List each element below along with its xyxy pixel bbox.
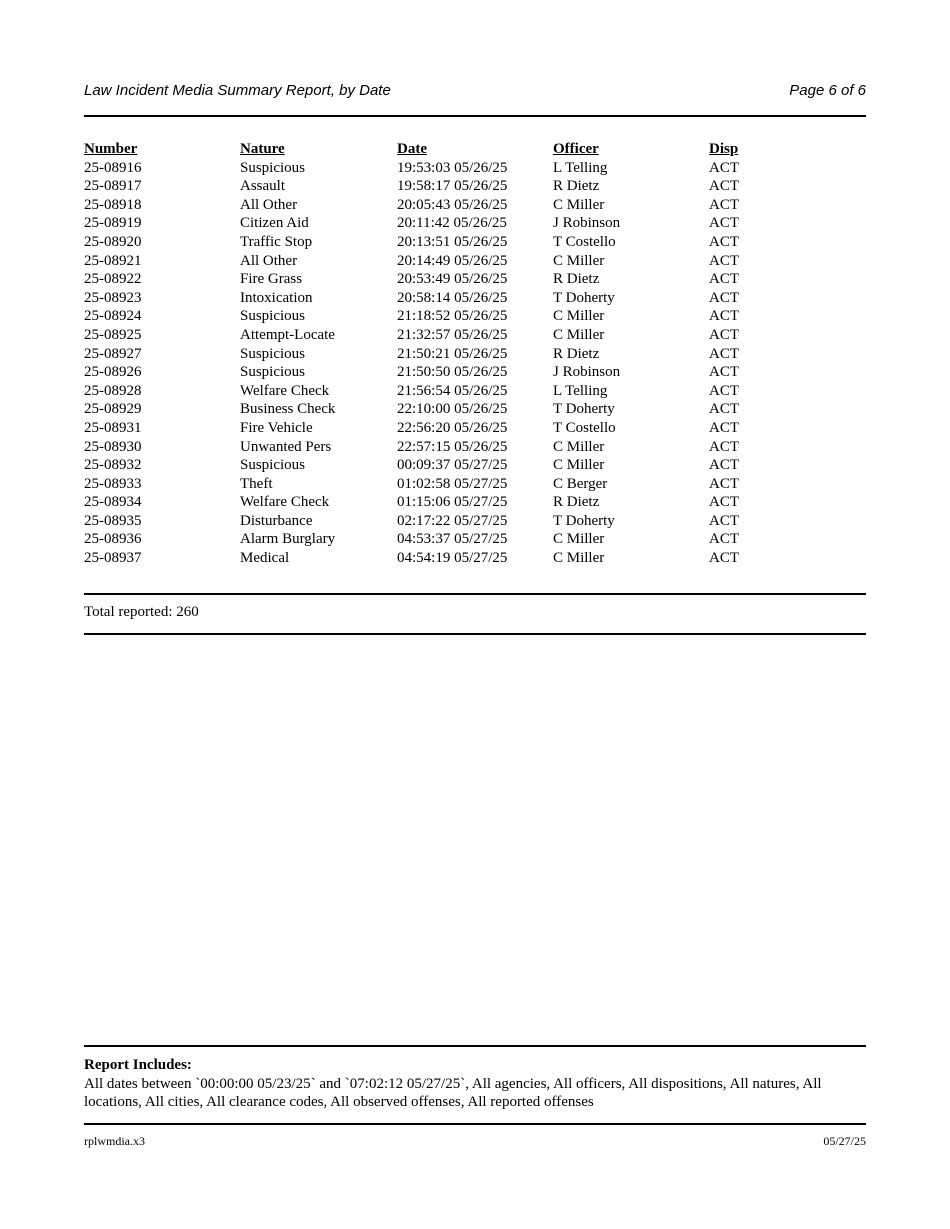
cell-disp: ACT xyxy=(709,382,739,399)
cell-disp: ACT xyxy=(709,326,739,343)
cell-nature: Suspicious xyxy=(240,457,306,474)
cell-number: 25-08923 xyxy=(84,289,142,306)
cell-nature: Unwanted Pers xyxy=(240,438,332,455)
cell-date: 22:10:00 05/26/25 xyxy=(397,401,508,418)
cell-date: 21:18:52 05/26/25 xyxy=(397,308,508,325)
cell-officer: R Dietz xyxy=(553,345,600,362)
table-row xyxy=(84,307,866,326)
table-row xyxy=(84,233,866,252)
cell-number: 25-08919 xyxy=(84,215,142,232)
report-title: Law Incident Media Summary Report, by Date xyxy=(84,82,391,99)
table-row xyxy=(84,512,866,531)
cell-number: 25-08930 xyxy=(84,438,142,455)
cell-number: 25-08928 xyxy=(84,382,142,399)
cell-officer: C Miller xyxy=(553,252,605,269)
table-row xyxy=(84,382,866,401)
cell-officer: T Costello xyxy=(553,233,616,250)
table-row xyxy=(84,475,866,494)
cell-officer: J Robinson xyxy=(553,215,621,232)
cell-officer: C Miller xyxy=(553,196,605,213)
cell-date: 21:56:54 05/26/25 xyxy=(397,382,508,399)
cell-disp: ACT xyxy=(709,419,739,436)
cell-disp: ACT xyxy=(709,289,739,306)
cell-date: 21:50:21 05/26/25 xyxy=(397,345,508,362)
cell-nature: Suspicious xyxy=(240,364,306,381)
cell-officer: R Dietz xyxy=(553,271,600,288)
cell-number: 25-08921 xyxy=(84,252,142,269)
cell-number: 25-08935 xyxy=(84,512,142,529)
cell-officer: T Doherty xyxy=(553,512,615,529)
header-divider xyxy=(84,115,866,117)
cell-number: 25-08924 xyxy=(84,308,142,325)
cell-date: 20:05:43 05/26/25 xyxy=(397,196,508,213)
cell-disp: ACT xyxy=(709,512,739,529)
cell-disp: ACT xyxy=(709,401,739,418)
cell-date: 19:58:17 05/26/25 xyxy=(397,178,508,195)
table-row xyxy=(84,400,866,419)
cell-officer: R Dietz xyxy=(553,178,600,195)
cell-date: 19:53:03 05/26/25 xyxy=(397,159,508,176)
cell-nature: Welfare Check xyxy=(240,382,330,399)
cell-disp: ACT xyxy=(709,531,739,548)
table-row xyxy=(84,214,866,233)
cell-disp: ACT xyxy=(709,196,739,213)
table-row xyxy=(84,326,866,345)
cell-number: 25-08933 xyxy=(84,475,142,492)
cell-nature: Suspicious xyxy=(240,159,306,176)
cell-disp: ACT xyxy=(709,475,739,492)
cell-nature: Medical xyxy=(240,550,290,567)
table-row xyxy=(84,493,866,512)
cell-nature: Alarm Burglary xyxy=(240,531,336,548)
cell-number: 25-08926 xyxy=(84,364,142,381)
cell-nature: All Other xyxy=(240,252,298,269)
cell-date: 21:50:50 05/26/25 xyxy=(397,364,508,381)
cell-officer: C Miller xyxy=(553,308,605,325)
cell-nature: Suspicious xyxy=(240,308,306,325)
cell-disp: ACT xyxy=(709,252,739,269)
cell-officer: R Dietz xyxy=(553,494,600,511)
table-row xyxy=(84,345,866,364)
cell-number: 25-08925 xyxy=(84,326,142,343)
cell-nature: Fire Vehicle xyxy=(240,419,313,436)
table-header-row xyxy=(84,140,866,159)
page-number: Page 6 of 6 xyxy=(789,82,866,99)
cell-nature: Attempt-Locate xyxy=(240,326,335,343)
cell-disp: ACT xyxy=(709,215,739,232)
table-row xyxy=(84,252,866,271)
cell-officer: J Robinson xyxy=(553,364,621,381)
total-reported: Total reported: 260 xyxy=(84,604,199,620)
total-divider xyxy=(84,633,866,635)
footer-divider xyxy=(84,1123,866,1125)
report-includes-label: Report Includes: xyxy=(84,1057,192,1073)
cell-disp: ACT xyxy=(709,364,739,381)
cell-number: 25-08920 xyxy=(84,233,142,250)
cell-disp: ACT xyxy=(709,233,739,250)
report-includes-text: All dates between `00:00:00 05/23/25` and `07:02:12 05/27/25`, All agencies, All officers, All dispositions, All natures, All locations, All cities, All clearance codes, All observed offenses, All reported offenses xyxy=(84,1075,822,1110)
table-row xyxy=(84,456,866,475)
table-row xyxy=(84,530,866,549)
column-header-number: Number xyxy=(84,141,138,157)
report-includes xyxy=(84,1056,866,1112)
page-header xyxy=(84,82,866,102)
cell-nature: Traffic Stop xyxy=(240,233,313,250)
cell-officer: C Miller xyxy=(553,550,605,567)
cell-number: 25-08932 xyxy=(84,457,142,474)
cell-nature: All Other xyxy=(240,196,298,213)
cell-officer: C Miller xyxy=(553,457,605,474)
cell-nature: Business Check xyxy=(240,401,336,418)
table-row xyxy=(84,438,866,457)
table-row xyxy=(84,159,866,178)
cell-disp: ACT xyxy=(709,457,739,474)
cell-disp: ACT xyxy=(709,178,739,195)
cell-nature: Suspicious xyxy=(240,345,306,362)
cell-date: 21:32:57 05/26/25 xyxy=(397,326,508,343)
cell-nature: Citizen Aid xyxy=(240,215,309,232)
cell-date: 01:02:58 05/27/25 xyxy=(397,475,508,492)
cell-officer: C Miller xyxy=(553,438,605,455)
cell-number: 25-08934 xyxy=(84,494,142,511)
cell-disp: ACT xyxy=(709,438,739,455)
table-row xyxy=(84,363,866,382)
cell-nature: Intoxication xyxy=(240,289,313,306)
cell-officer: L Telling xyxy=(553,382,608,399)
includes-top-divider xyxy=(84,1045,866,1047)
cell-officer: T Doherty xyxy=(553,401,615,418)
cell-nature: Assault xyxy=(240,178,285,195)
cell-number: 25-08917 xyxy=(84,178,142,195)
cell-officer: T Doherty xyxy=(553,289,615,306)
cell-date: 04:53:37 05/27/25 xyxy=(397,531,508,548)
cell-date: 20:14:49 05/26/25 xyxy=(397,252,508,269)
cell-number: 25-08922 xyxy=(84,271,142,288)
cell-date: 00:09:37 05/27/25 xyxy=(397,457,508,474)
cell-date: 20:11:42 05/26/25 xyxy=(397,215,507,232)
column-header-officer: Officer xyxy=(553,141,599,157)
cell-disp: ACT xyxy=(709,550,739,567)
cell-disp: ACT xyxy=(709,345,739,362)
cell-date: 04:54:19 05/27/25 xyxy=(397,550,508,567)
cell-number: 25-08929 xyxy=(84,401,142,418)
table-body xyxy=(84,159,866,568)
column-header-date: Date xyxy=(397,141,427,157)
column-header-disp: Disp xyxy=(709,141,739,157)
cell-number: 25-08936 xyxy=(84,531,142,548)
cell-officer: L Telling xyxy=(553,159,608,176)
cell-number: 25-08937 xyxy=(84,550,142,567)
cell-date: 02:17:22 05/27/25 xyxy=(397,512,508,529)
cell-number: 25-08916 xyxy=(84,159,142,176)
table-row xyxy=(84,177,866,196)
cell-date: 01:15:06 05/27/25 xyxy=(397,494,508,511)
table-row xyxy=(84,549,866,568)
cell-date: 20:53:49 05/26/25 xyxy=(397,271,508,288)
cell-officer: C Berger xyxy=(553,475,608,492)
cell-officer: C Miller xyxy=(553,531,605,548)
cell-date: 22:57:15 05/26/25 xyxy=(397,438,508,455)
cell-number: 25-08931 xyxy=(84,419,142,436)
cell-number: 25-08927 xyxy=(84,345,142,362)
print-date: 05/27/25 xyxy=(823,1134,866,1148)
cell-disp: ACT xyxy=(709,271,739,288)
column-header-nature: Nature xyxy=(240,141,285,157)
table-row xyxy=(84,196,866,215)
report-id: rplwmdia.x3 xyxy=(84,1134,145,1148)
cell-disp: ACT xyxy=(709,308,739,325)
table-bottom-divider xyxy=(84,593,866,595)
cell-officer: T Costello xyxy=(553,419,616,436)
cell-nature: Disturbance xyxy=(240,512,313,529)
cell-number: 25-08918 xyxy=(84,196,142,213)
cell-disp: ACT xyxy=(709,159,739,176)
cell-date: 22:56:20 05/26/25 xyxy=(397,419,508,436)
cell-nature: Theft xyxy=(240,475,273,492)
cell-officer: C Miller xyxy=(553,326,605,343)
table-row xyxy=(84,270,866,289)
table-row xyxy=(84,419,866,438)
cell-nature: Fire Grass xyxy=(240,271,303,288)
cell-date: 20:58:14 05/26/25 xyxy=(397,289,508,306)
incident-table xyxy=(84,140,866,568)
cell-disp: ACT xyxy=(709,494,739,511)
table-row xyxy=(84,289,866,308)
cell-date: 20:13:51 05/26/25 xyxy=(397,233,508,250)
cell-nature: Welfare Check xyxy=(240,494,330,511)
